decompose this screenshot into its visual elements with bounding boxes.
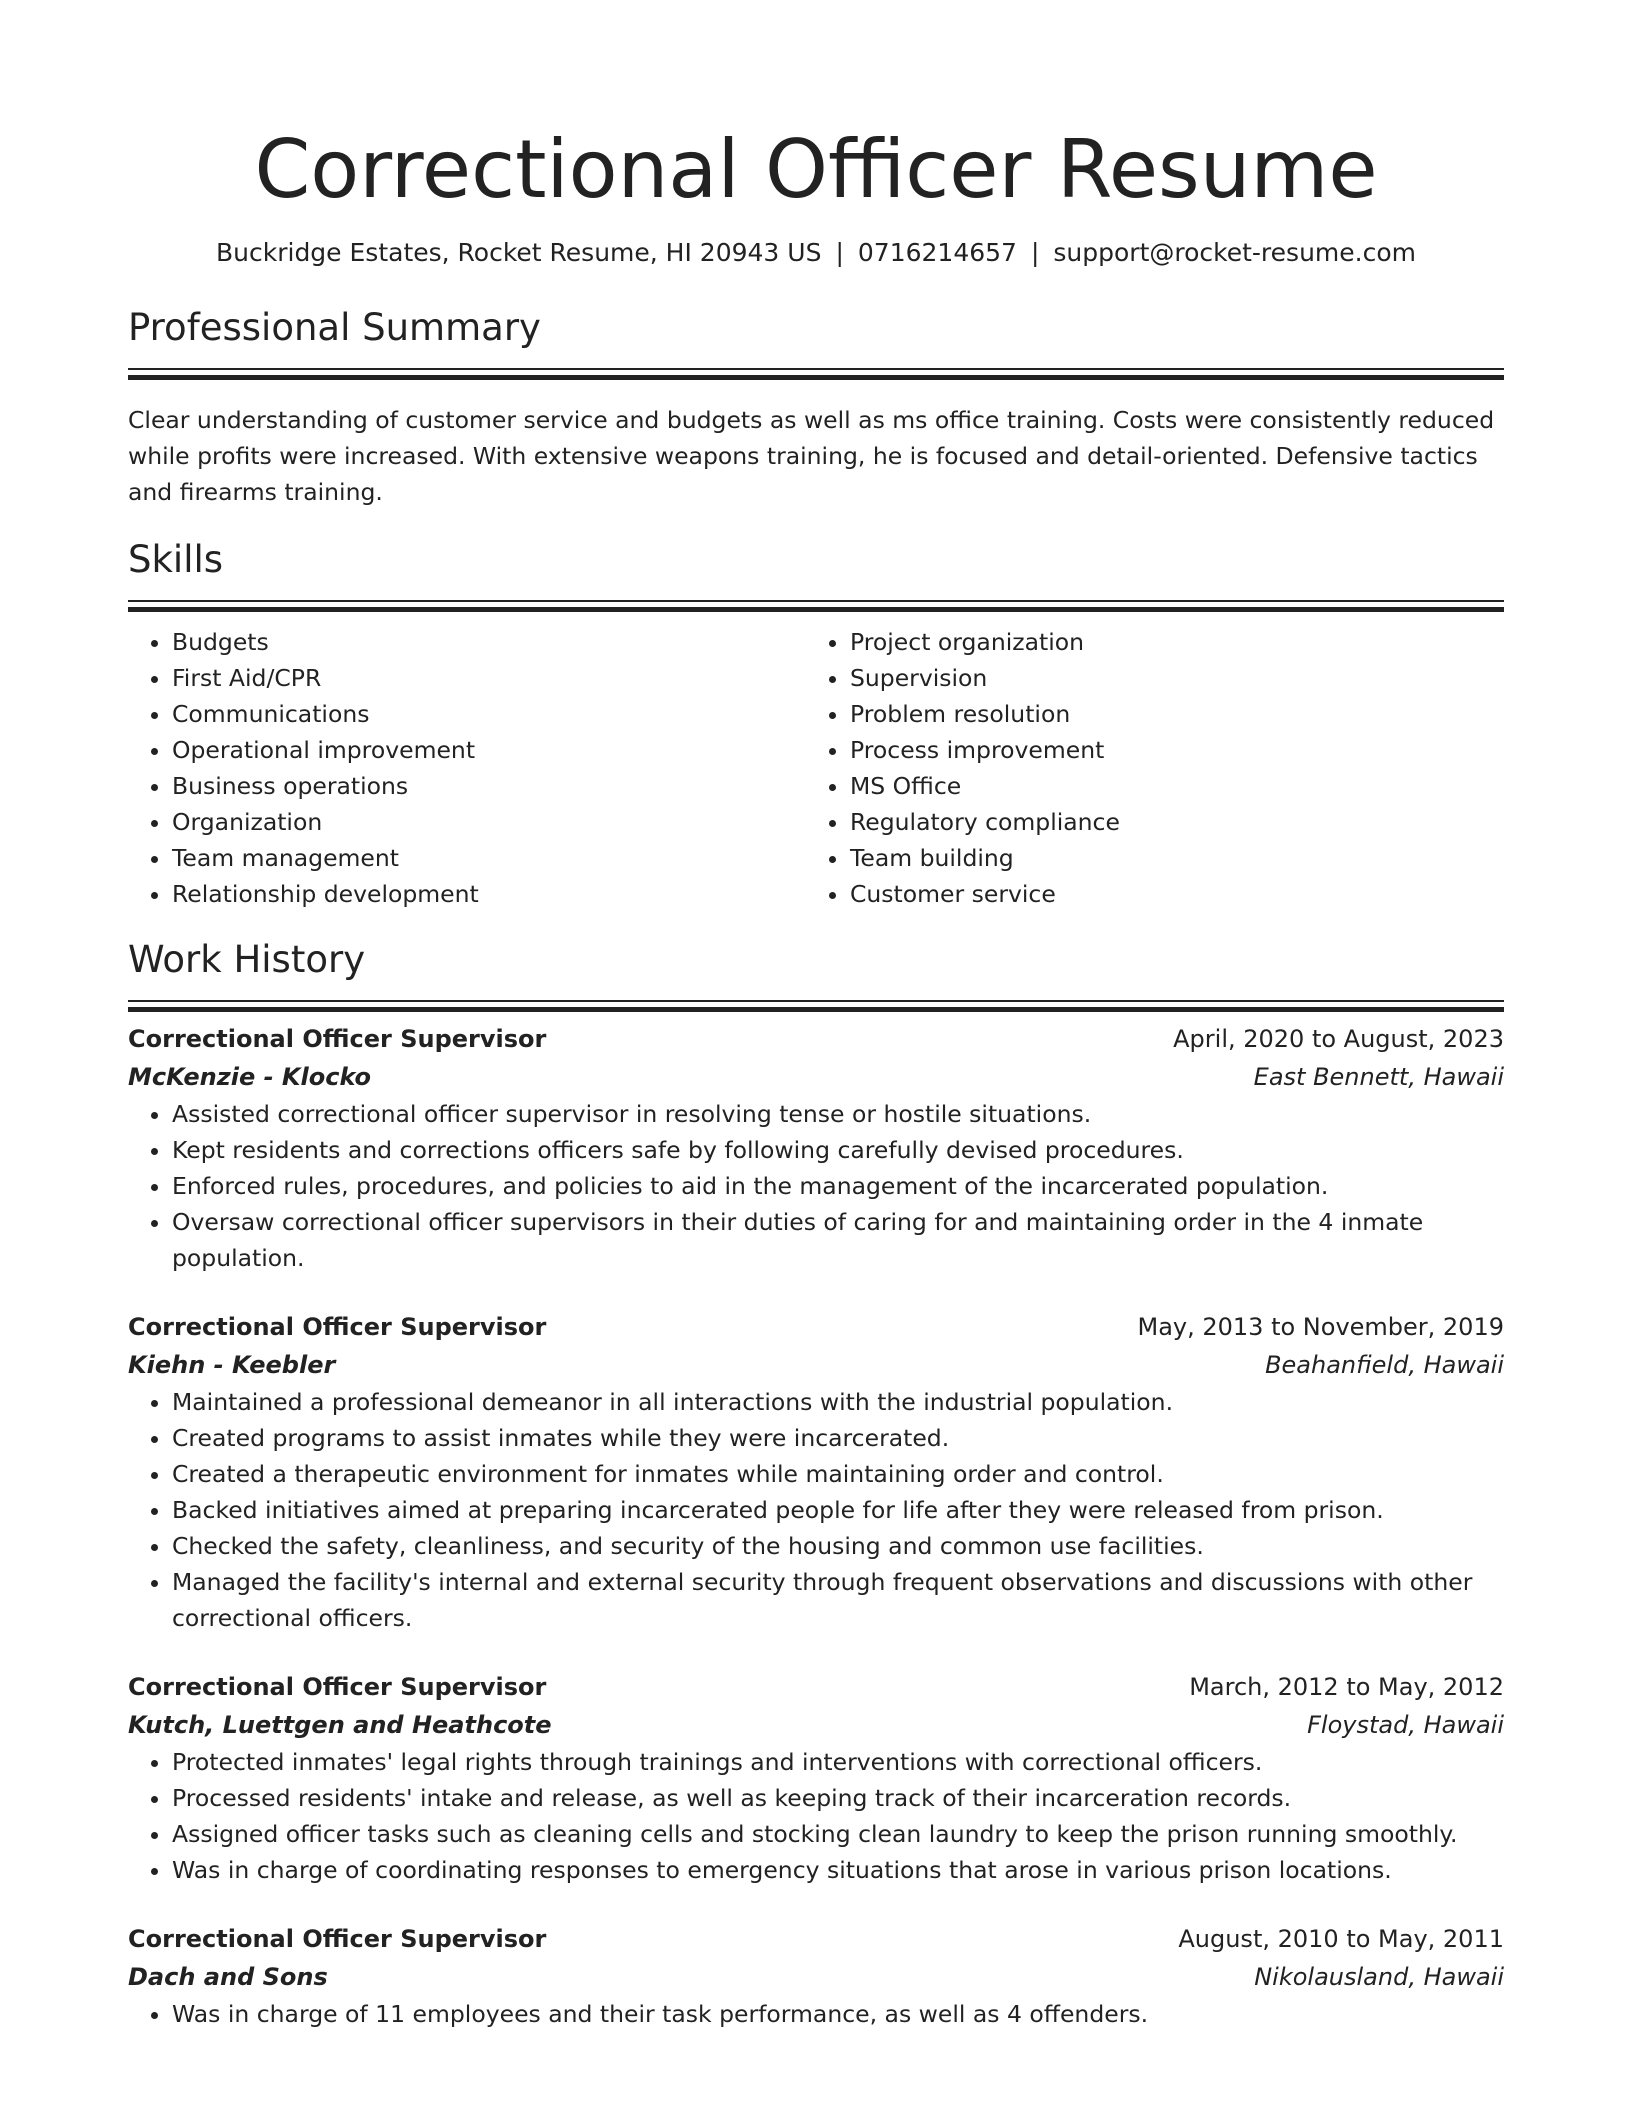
job-bullet: • Was in charge of coordinating responses to emergency situations that arose in various prison locations. xyxy=(172,1852,1504,1888)
skills-column-left xyxy=(128,624,806,912)
summary-section xyxy=(128,306,1504,510)
job-bullet: • Oversaw correctional officer supervisors in their duties of caring for and maintaining order in the 4 inmate population. xyxy=(172,1204,1504,1276)
job-bullet: • Protected inmates' legal rights through trainings and interventions with correctional officers. xyxy=(172,1744,1504,1780)
job-location: Floystad, Hawaii xyxy=(1307,1711,1504,1739)
skill-item: • Supervision xyxy=(850,660,1484,696)
job-dates: May, 2013 to November, 2019 xyxy=(1137,1313,1504,1341)
job-bullet: • Kept residents and corrections officers safe by following carefully devised procedures. xyxy=(172,1132,1504,1168)
summary-heading: Professional Summary xyxy=(128,306,541,349)
job-entry xyxy=(128,1668,1504,1888)
job-company: Dach and Sons xyxy=(128,1963,328,1991)
job-company-row xyxy=(128,1958,1504,1996)
job-location: East Bennett, Hawaii xyxy=(1253,1063,1504,1091)
contact-separator: | xyxy=(835,238,844,267)
section-divider xyxy=(128,600,1504,602)
resume-title: Correctional Officer Resume xyxy=(254,123,1378,216)
contact-phone: 0716214657 xyxy=(857,238,1017,267)
skill-item: • Project organization xyxy=(850,624,1484,660)
work-section xyxy=(128,938,1504,2032)
job-header-row xyxy=(128,1668,1504,1706)
skills-column-right xyxy=(806,624,1484,912)
job-company-row xyxy=(128,1058,1504,1096)
skill-item: • Customer service xyxy=(850,876,1484,912)
job-bullet: • Enforced rules, procedures, and policies to aid in the management of the incarcerated population. xyxy=(172,1168,1504,1204)
job-bullet: • Was in charge of 11 employees and their task performance, as well as 4 offenders. xyxy=(172,1996,1504,2032)
summary-text: Clear understanding of customer service and budgets as well as ms office training. Costs were consistently reduced while profits were increased. With extensive weapons training, he is focused and detail-oriented. Defensive tactics and firearms training. xyxy=(128,406,1495,506)
contact-line xyxy=(128,236,1504,270)
job-bullet: • Assigned officer tasks such as cleaning cells and stocking clean laundry to keep the prison running smoothly. xyxy=(172,1816,1504,1852)
job-bullet: • Managed the facility's internal and external security through frequent observations and discussions with other correctional officers. xyxy=(172,1564,1504,1636)
job-title: Correctional Officer Supervisor xyxy=(128,1673,547,1701)
job-location: Nikolausland, Hawaii xyxy=(1254,1963,1504,1991)
contact-separator: | xyxy=(1030,238,1040,267)
job-bullet: • Maintained a professional demeanor in all interactions with the industrial population. xyxy=(172,1384,1504,1420)
section-divider xyxy=(128,1000,1504,1002)
skill-item: • Budgets xyxy=(172,624,806,660)
resume-page xyxy=(128,0,1504,2032)
job-title: Correctional Officer Supervisor xyxy=(128,1313,547,1341)
job-entry xyxy=(128,1020,1504,1276)
skill-item: • Business operations xyxy=(172,768,806,804)
skill-item: • Relationship development xyxy=(172,876,806,912)
skill-item: • Process improvement xyxy=(850,732,1484,768)
skill-item: • Regulatory compliance xyxy=(850,804,1484,840)
skill-item: • Team management xyxy=(172,840,806,876)
skill-item: • Problem resolution xyxy=(850,696,1484,732)
skills-section xyxy=(128,538,1504,912)
section-divider xyxy=(128,368,1504,370)
job-company-row xyxy=(128,1346,1504,1384)
skill-item: • MS Office xyxy=(850,768,1484,804)
job-bullet: • Assisted correctional officer supervisor in resolving tense or hostile situations. xyxy=(172,1096,1504,1132)
job-bullet: • Created programs to assist inmates while they were incarcerated. xyxy=(172,1420,1504,1456)
skills-heading: Skills xyxy=(128,538,224,581)
job-company-row xyxy=(128,1706,1504,1744)
job-bullet: • Processed residents' intake and release, as well as keeping track of their incarceration records. xyxy=(172,1780,1504,1816)
job-location: Beahanfield, Hawaii xyxy=(1265,1351,1504,1379)
job-header-row xyxy=(128,1920,1504,1958)
job-entry xyxy=(128,1308,1504,1636)
job-bullet-list xyxy=(128,1744,1504,1888)
job-company: Kutch, Luettgen and Heathcote xyxy=(128,1711,552,1739)
job-company: Kiehn - Keebler xyxy=(128,1351,336,1379)
job-bullet: • Backed initiatives aimed at preparing incarcerated people for life after they were released from prison. xyxy=(172,1492,1504,1528)
job-bullet: • Created a therapeutic environment for inmates while maintaining order and control. xyxy=(172,1456,1504,1492)
contact-address: Buckridge Estates, Rocket Resume, HI 20943 US xyxy=(216,238,822,267)
skill-item: • Team building xyxy=(850,840,1484,876)
job-dates: April, 2020 to August, 2023 xyxy=(1173,1025,1504,1053)
contact-email: support@rocket-resume.com xyxy=(1053,238,1416,267)
job-bullet-list xyxy=(128,1996,1504,2032)
job-dates: August, 2010 to May, 2011 xyxy=(1178,1925,1504,1953)
skill-item: • Communications xyxy=(172,696,806,732)
job-bullet-list xyxy=(128,1384,1504,1636)
job-dates: March, 2012 to May, 2012 xyxy=(1189,1673,1504,1701)
job-header-row xyxy=(128,1308,1504,1346)
job-company: McKenzie - Klocko xyxy=(128,1063,372,1091)
work-heading: Work History xyxy=(128,938,366,981)
job-bullet: • Checked the safety, cleanliness, and security of the housing and common use facilities. xyxy=(172,1528,1504,1564)
job-title: Correctional Officer Supervisor xyxy=(128,1925,547,1953)
skill-item: • Operational improvement xyxy=(172,732,806,768)
skill-item: • First Aid/CPR xyxy=(172,660,806,696)
job-title: Correctional Officer Supervisor xyxy=(128,1025,547,1053)
skills-columns xyxy=(128,624,1504,912)
job-bullet-list xyxy=(128,1096,1504,1276)
skill-item: • Organization xyxy=(172,804,806,840)
job-header-row xyxy=(128,1020,1504,1058)
job-entry xyxy=(128,1920,1504,2032)
